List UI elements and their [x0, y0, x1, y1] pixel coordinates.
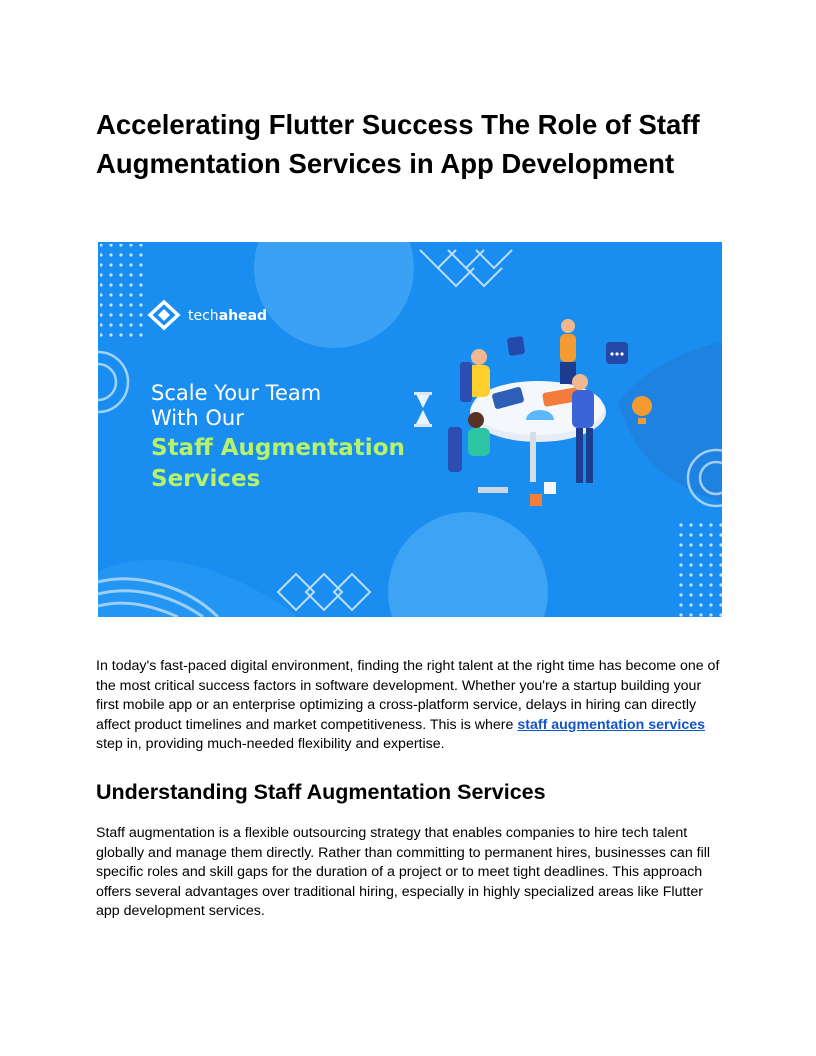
section-heading: Understanding Staff Augmentation Services [96, 780, 546, 804]
page-title: Accelerating Flutter Success The Role of Staff Augmentation Services in App Development [96, 109, 700, 179]
banner-brand-suffix: ahead [218, 308, 268, 324]
banner-line-2: With Our [151, 406, 244, 430]
intro-paragraph [96, 657, 722, 755]
intro-text-after: step in, providing much-needed flexibility and expertise. [96, 736, 445, 753]
banner-line-3: Staff Augmentation [151, 435, 405, 461]
intro-text-before: In today's fast-paced digital environment, finding the right talent at the right time has become one of the most critical success factors in software development. Whether you're a startup building your first mobile app or an enterprise optimizing a cross-platform service, delays in hiring can directly affect product timelines and market competitiveness. This is where [96, 658, 720, 733]
svg-text:techahead [188, 308, 267, 324]
hero-banner-image [98, 242, 722, 617]
section-body-paragraph: Staff augmentation is a flexible outsourcing strategy that enables companies to hire tech talent globally and manage them directly. Rather than committing to permanent hires, businesses can fill specific roles and skill gaps for the duration of a project or to meet tight deadlines. This approach offers several advantages over traditional hiring, especially in highly specialized areas like Flutter app development services. [96, 825, 711, 920]
staff-augmentation-link[interactable]: staff augmentation services [517, 716, 706, 733]
banner-line-1: Scale Your Team [151, 381, 322, 405]
banner-brand-prefix: tech [188, 308, 219, 324]
banner-line-4: Services [151, 466, 261, 492]
